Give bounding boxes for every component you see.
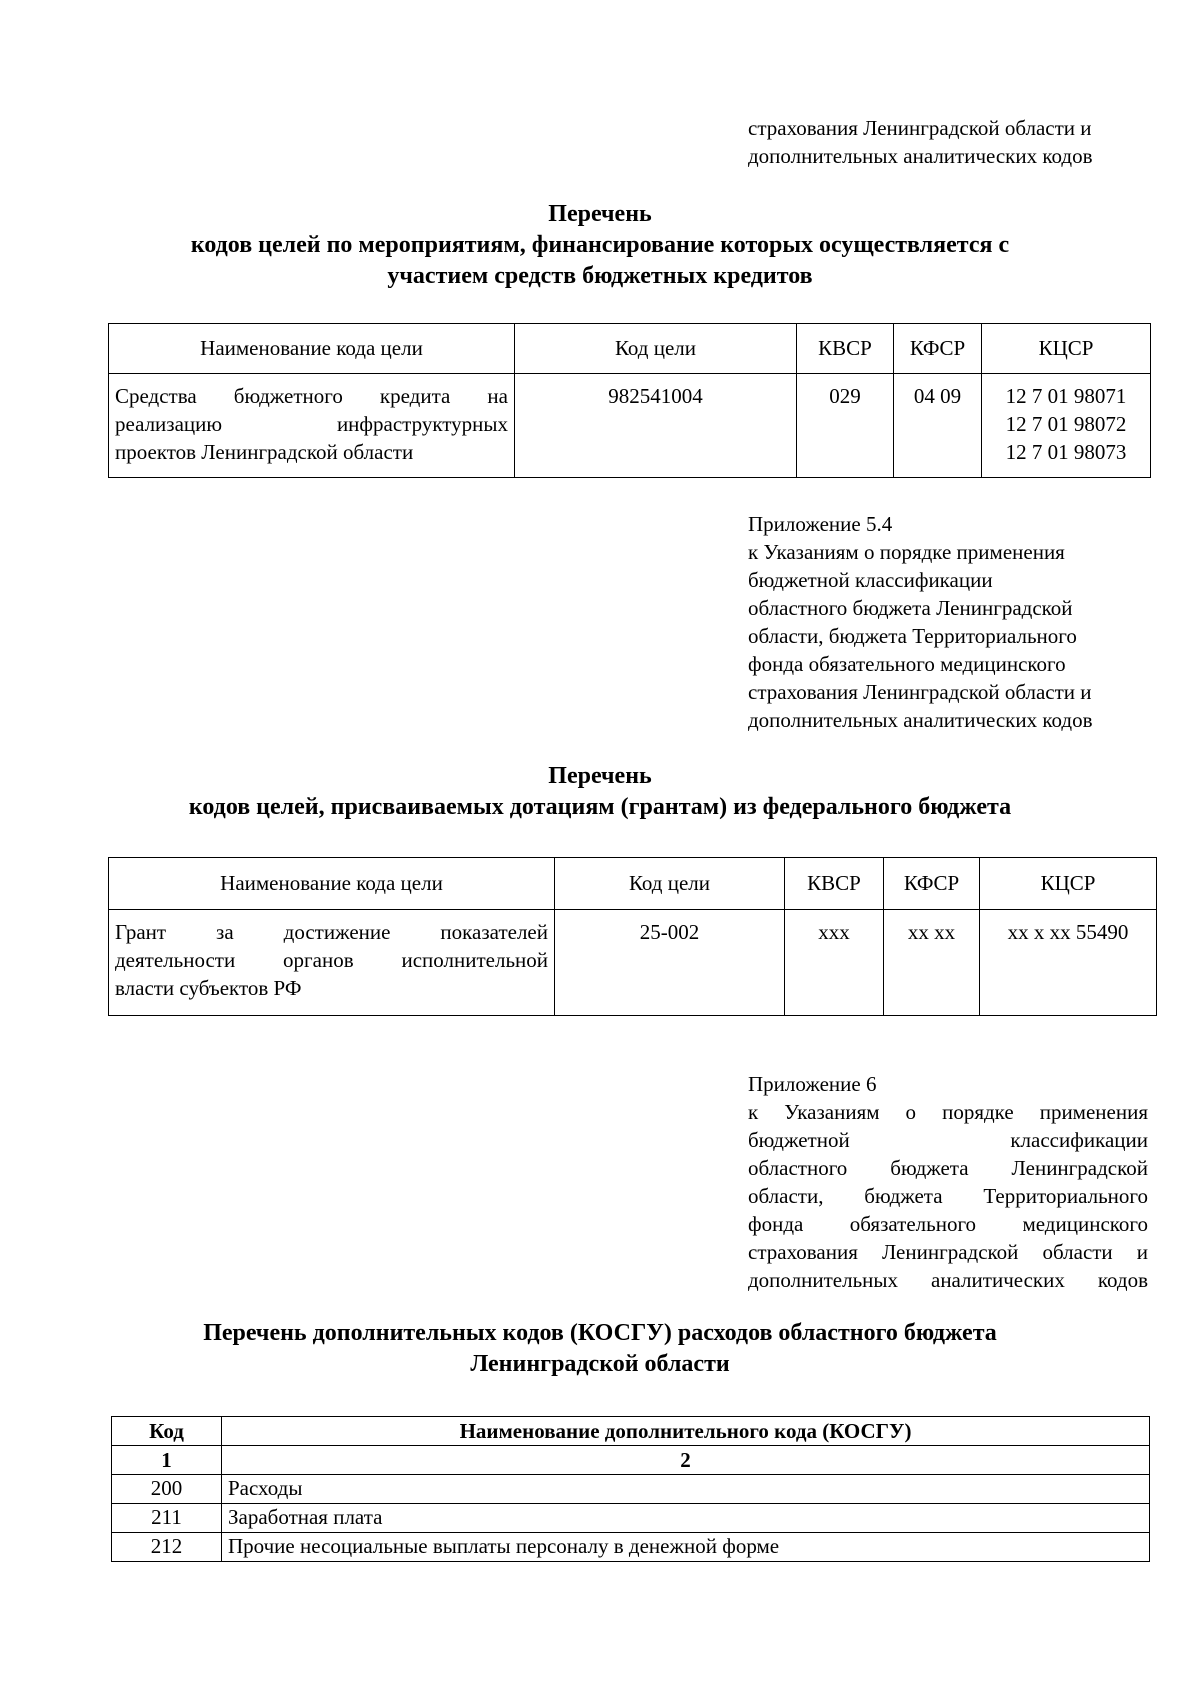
text-line: страхования Ленинградской области и bbox=[748, 1240, 1148, 1264]
header-kfsr: КФСР bbox=[894, 324, 982, 374]
text-line: дополнительных аналитических кодов bbox=[748, 1268, 1148, 1292]
cell-name: Прочие несоциальные выплаты персоналу в денежной форме bbox=[222, 1533, 1150, 1562]
cell-name: Средства бюджетного кредита на реализацию инфраструктурных проектов Ленинградской области bbox=[109, 374, 515, 478]
text-line: к Указаниям о порядке применения bbox=[748, 1100, 1148, 1124]
cell-code: 212 bbox=[112, 1533, 222, 1562]
target-codes-table-credits bbox=[108, 323, 1151, 478]
cell-code: 200 bbox=[112, 1475, 222, 1504]
cell-kfsr: xx xx bbox=[884, 910, 980, 1016]
column-numbering-row bbox=[112, 1446, 1150, 1475]
table-row bbox=[112, 1504, 1150, 1533]
text-line: фонда обязательного медицинского bbox=[748, 1212, 1148, 1236]
header-code: Код цели bbox=[555, 858, 785, 910]
text-line: Приложение 5.4 bbox=[748, 512, 893, 536]
section1-title bbox=[0, 199, 1200, 292]
text-line: дополнительных аналитических кодов bbox=[748, 144, 1093, 168]
section2-title bbox=[0, 761, 1200, 823]
header-name: Наименование кода цели bbox=[109, 858, 555, 910]
header-kvsr: КВСР bbox=[785, 858, 884, 910]
table-row bbox=[112, 1475, 1150, 1504]
cell-name: Заработная плата bbox=[222, 1504, 1150, 1533]
cell-code: 211 bbox=[112, 1504, 222, 1533]
cell-kvsr: xxx bbox=[785, 910, 884, 1016]
header-code: Код цели bbox=[515, 324, 797, 374]
appendix-continuation bbox=[748, 114, 1148, 170]
text-line: областного бюджета Ленинградской bbox=[748, 596, 1073, 620]
title-line: кодов целей, присваиваемых дотациям (грантам) из федерального бюджета bbox=[188, 794, 1012, 820]
title-line: Ленинградской области bbox=[470, 1351, 730, 1377]
appendix-6 bbox=[748, 1070, 1148, 1294]
cell-name: Грант за достижение показателей деятельности органов исполнительной власти субъектов РФ bbox=[109, 910, 555, 1016]
table-row bbox=[109, 374, 1151, 478]
title-line: Перечень bbox=[548, 201, 652, 227]
text-line: Приложение 6 bbox=[748, 1072, 877, 1096]
cell-kvsr: 029 bbox=[797, 374, 894, 478]
header-name: Наименование кода цели bbox=[109, 324, 515, 374]
header-kfsr: КФСР bbox=[884, 858, 980, 910]
column-number: 1 bbox=[112, 1446, 222, 1475]
cell-name: Расходы bbox=[222, 1475, 1150, 1504]
text-line: области, бюджета Территориального bbox=[748, 624, 1077, 648]
text-line: к Указаниям о порядке применения bbox=[748, 540, 1065, 564]
text-line: дополнительных аналитических кодов bbox=[748, 708, 1093, 732]
title-line: Перечень дополнительных кодов (КОСГУ) расходов областного бюджета bbox=[203, 1320, 997, 1346]
table-row bbox=[109, 910, 1157, 1016]
cell-kcsr: 12 7 01 98071 12 7 01 98072 12 7 01 98073 bbox=[982, 374, 1151, 478]
cell-code: 25-002 bbox=[555, 910, 785, 1016]
text-line: фонда обязательного медицинского bbox=[748, 652, 1066, 676]
table-row bbox=[112, 1533, 1150, 1562]
cell-kcsr: xx x xx 55490 bbox=[980, 910, 1157, 1016]
text-line: областного бюджета Ленинградской bbox=[748, 1156, 1148, 1180]
table-header-row bbox=[109, 858, 1157, 910]
text-line: бюджетной классификации bbox=[748, 568, 993, 592]
header-kcsr: КЦСР bbox=[982, 324, 1151, 374]
cell-kfsr: 04 09 bbox=[894, 374, 982, 478]
section3-title bbox=[0, 1318, 1200, 1380]
kosgu-codes-table bbox=[111, 1416, 1150, 1562]
title-line: участием средств бюджетных кредитов bbox=[387, 263, 813, 289]
target-codes-table-grants bbox=[108, 857, 1157, 1016]
appendix-5-4 bbox=[748, 510, 1148, 734]
table-header-row bbox=[109, 324, 1151, 374]
title-line: Перечень bbox=[548, 763, 652, 789]
column-number: 2 bbox=[222, 1446, 1150, 1475]
header-kcsr: КЦСР bbox=[980, 858, 1157, 910]
text-line: бюджетной классификации bbox=[748, 1128, 1148, 1152]
header-kvsr: КВСР bbox=[797, 324, 894, 374]
table-header-row bbox=[112, 1417, 1150, 1446]
header-name: Наименование дополнительного кода (КОСГУ) bbox=[222, 1417, 1150, 1446]
text-line: страхования Ленинградской области и bbox=[748, 116, 1092, 140]
header-code: Код bbox=[112, 1417, 222, 1446]
title-line: кодов целей по мероприятиям, финансирование которых осуществляется с bbox=[190, 232, 1010, 258]
text-line: страхования Ленинградской области и bbox=[748, 680, 1092, 704]
text-line: области, бюджета Территориального bbox=[748, 1184, 1148, 1208]
cell-code: 982541004 bbox=[515, 374, 797, 478]
